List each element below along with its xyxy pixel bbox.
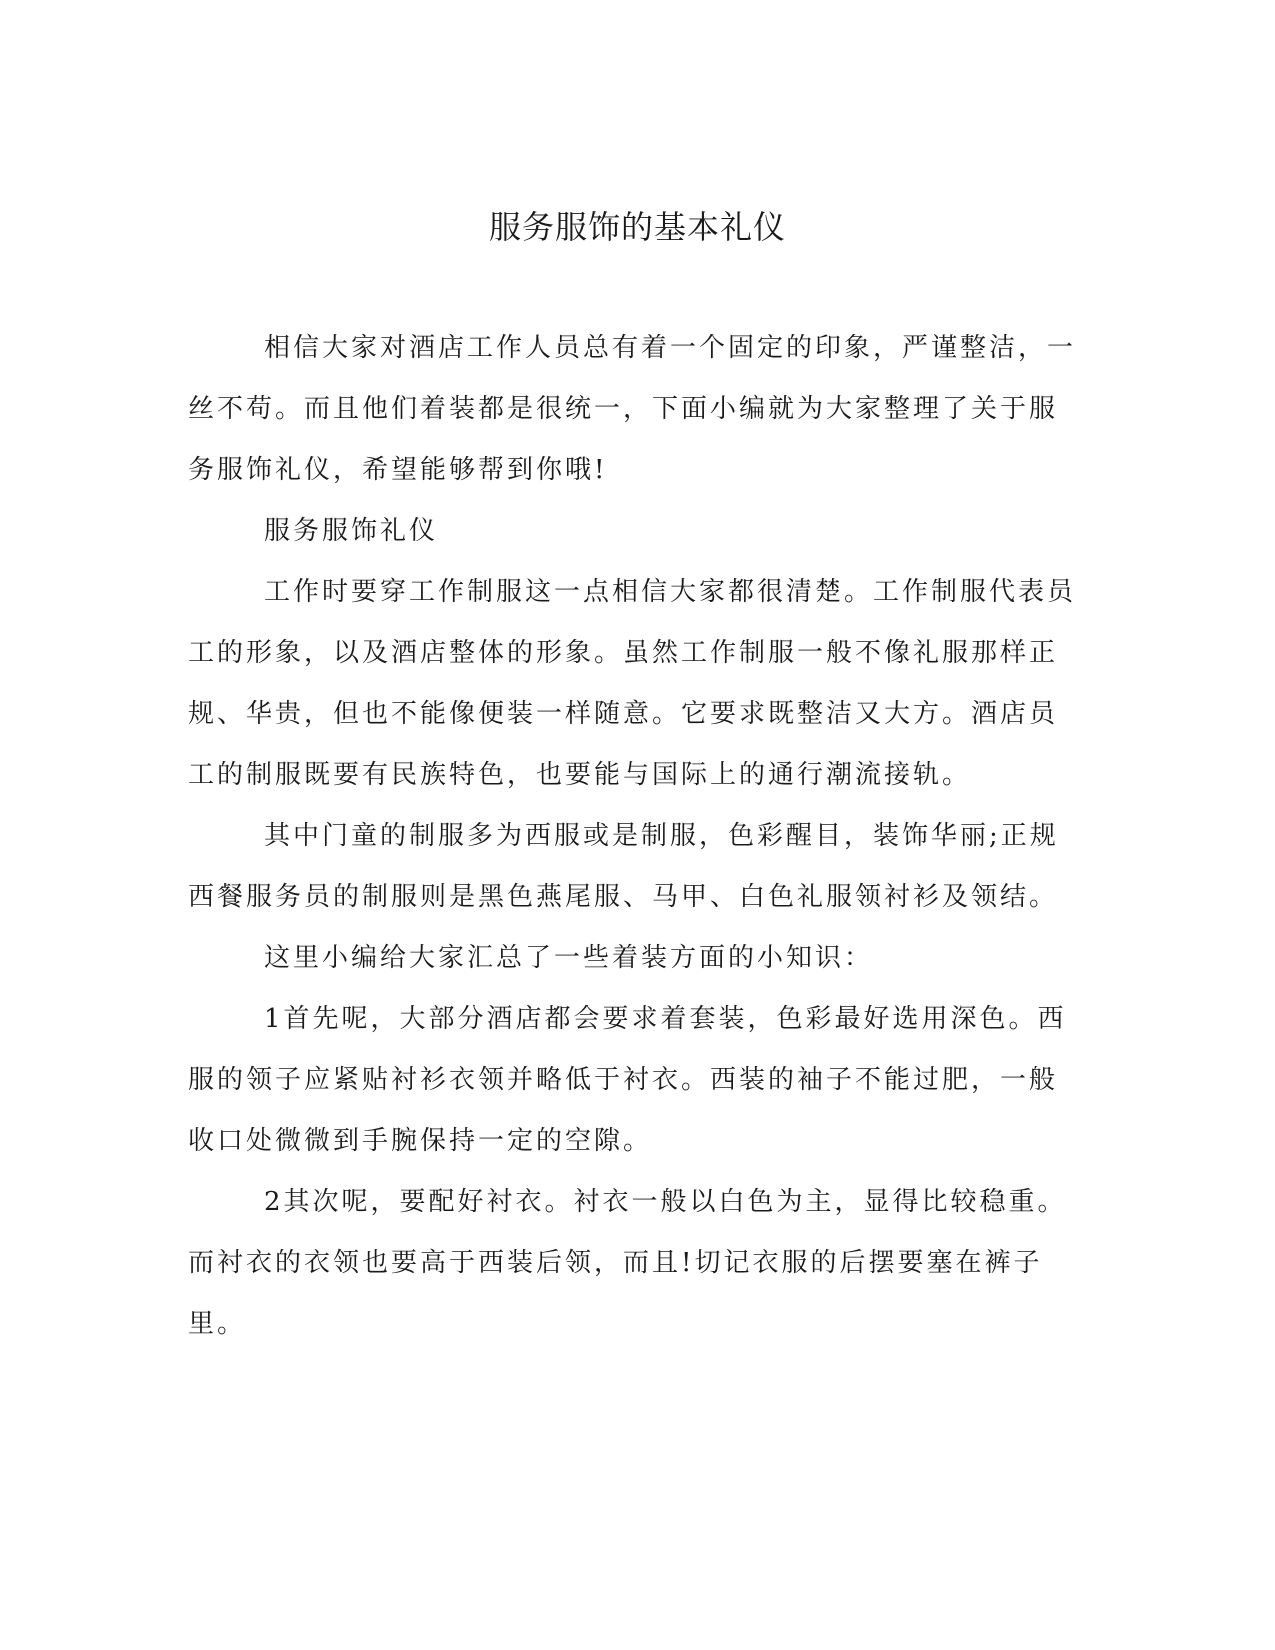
paragraph-tip-2: 2其次呢，要配好衬衣。衬衣一般以白色为主，显得比较稳重。而衬衣的衣领也要高于西装后领，而且!切记衣服的后摆要塞在裤子里。 (188, 1187, 1067, 1339)
document-body (188, 318, 1078, 1355)
paragraph-doorman: 其中门童的制服多为西服或是制服，色彩醒目，装饰华丽;正规西餐服务员的制服则是黑色燕尾服、马甲、白色礼服领衬衫及领结。 (188, 821, 1059, 912)
paragraph-intro: 相信大家对酒店工作人员总有着一个固定的印象，严谨整洁，一丝不苟。而且他们着装都是很统一，下面小编就为大家整理了关于服务服饰礼仪，希望能够帮到你哦! (188, 333, 1077, 485)
paragraph-tips-intro: 这里小编给大家汇总了一些着装方面的小知识： (264, 943, 874, 973)
paragraph-section-heading: 服务服饰礼仪 (264, 516, 439, 546)
document-title: 服务服饰的基本礼仪 (488, 208, 786, 246)
paragraph-uniform: 工作时要穿工作制服这一点相信大家都很清楚。工作制服代表员工的形象，以及酒店整体的形象。虽然工作制服一般不像礼服那样正规、华贵，但也不能像便装一样随意。它要求既整洁又大方。酒店员工的制服既要有民族特色，也要能与国际上的通行潮流接轨。 (188, 577, 1077, 790)
paragraph-tip-1: 1首先呢，大部分酒店都会要求着套装，色彩最好选用深色。西服的领子应紧贴衬衫衣领并略低于衬衣。西装的袖子不能过肥，一般收口处微微到手腕保持一定的空隙。 (188, 1004, 1067, 1156)
